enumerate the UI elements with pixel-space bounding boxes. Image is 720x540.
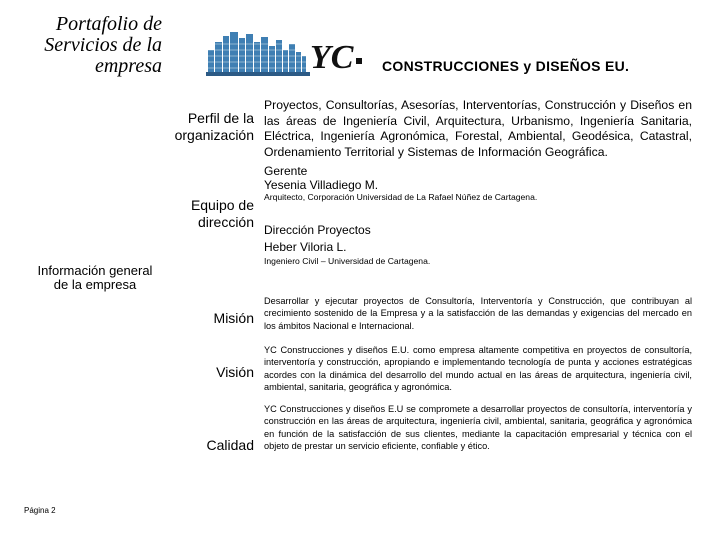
page-title-line: Servicios de la <box>44 34 162 56</box>
proyectos-title: Dirección Proyectos <box>264 223 371 237</box>
info-general-label <box>20 264 170 292</box>
proyectos-detail: Ingeniero Civil – Universidad de Cartagena. <box>264 256 431 266</box>
mision-text: Desarrollar y ejecutar proyectos de Consultoría, Interventoría y Construcción, que contribuyan al crecimiento sostenido de la Empresa y a la satisfacción de las demandas y exigencias del mercado en los ámbitos Nacional e Internacional. <box>264 296 692 331</box>
logo-letters: YC <box>310 39 354 76</box>
gerente-name: Yesenia Villadiego M. <box>264 178 379 192</box>
calidad-text: YC Construcciones y diseños E.U se compromete a desarrollar proyectos de consultoría, interventoría y construcción en las áreas de arquitectura, ingeniería civil, ambiental, sanitaria, geográfica y agronómica en función de la satisfacción de sus clientes, mediante la capacitación empresarial y técnica con el objeto de prestar un servicio eficiente, confiable y ético. <box>264 404 692 451</box>
vision-text: YC Construcciones y diseños E.U. como empresa altamente competitiva en proyectos de consultoría, interventoría y construcción, apropiando e implementando tecnología de punta y acciones estratégicas acordes con la dinámica del desarrollo del mundo actual en las áreas de arquitectura, ingeniería civil, ambiental, sanitaria, geográfica y agronómica. <box>264 345 692 392</box>
mision-label: Misión <box>213 310 254 326</box>
perfil-label-line: Perfil de la <box>187 110 254 126</box>
page-title-line: empresa <box>94 55 162 77</box>
page-title-line: Portafolio de <box>55 13 162 35</box>
info-general-line: Información general <box>37 263 153 278</box>
calidad-label: Calidad <box>206 437 254 453</box>
company-name: CONSTRUCCIONES y DISEÑOS EU. <box>382 58 630 74</box>
info-general-line: de la empresa <box>53 277 137 292</box>
page-number: Página 2 <box>24 506 56 515</box>
page-title <box>10 14 162 77</box>
company-logo <box>206 30 366 78</box>
perfil-label <box>150 110 254 144</box>
vision-label: Visión <box>216 364 254 380</box>
proyectos-name: Heber Viloria L. <box>264 240 347 254</box>
equipo-label-line: Equipo de <box>190 197 254 213</box>
perfil-text: Proyectos, Consultorías, Asesorías, Interventorías, Construcción y Diseños en las áreas de Ingeniería Civil, Arquitectura, Urbanismo, Ingeniería Sanitaria, Eléctrica, Ingeniería Agronómica, Forestal, Ambiental, Geodésica, Catastral, Ordenamiento Territorial y Sistemas de Información Geográfica. <box>264 98 692 159</box>
gerente-title: Gerente <box>264 164 308 178</box>
perfil-label-line: organización <box>174 127 254 143</box>
equipo-label-line: dirección <box>197 214 254 230</box>
proyectos-block <box>264 223 430 267</box>
gerente-detail: Arquitecto, Corporación Universidad de La Rafael Núñez de Cartagena. <box>264 192 538 202</box>
equipo-label <box>150 197 254 231</box>
gerente-block <box>264 164 537 203</box>
